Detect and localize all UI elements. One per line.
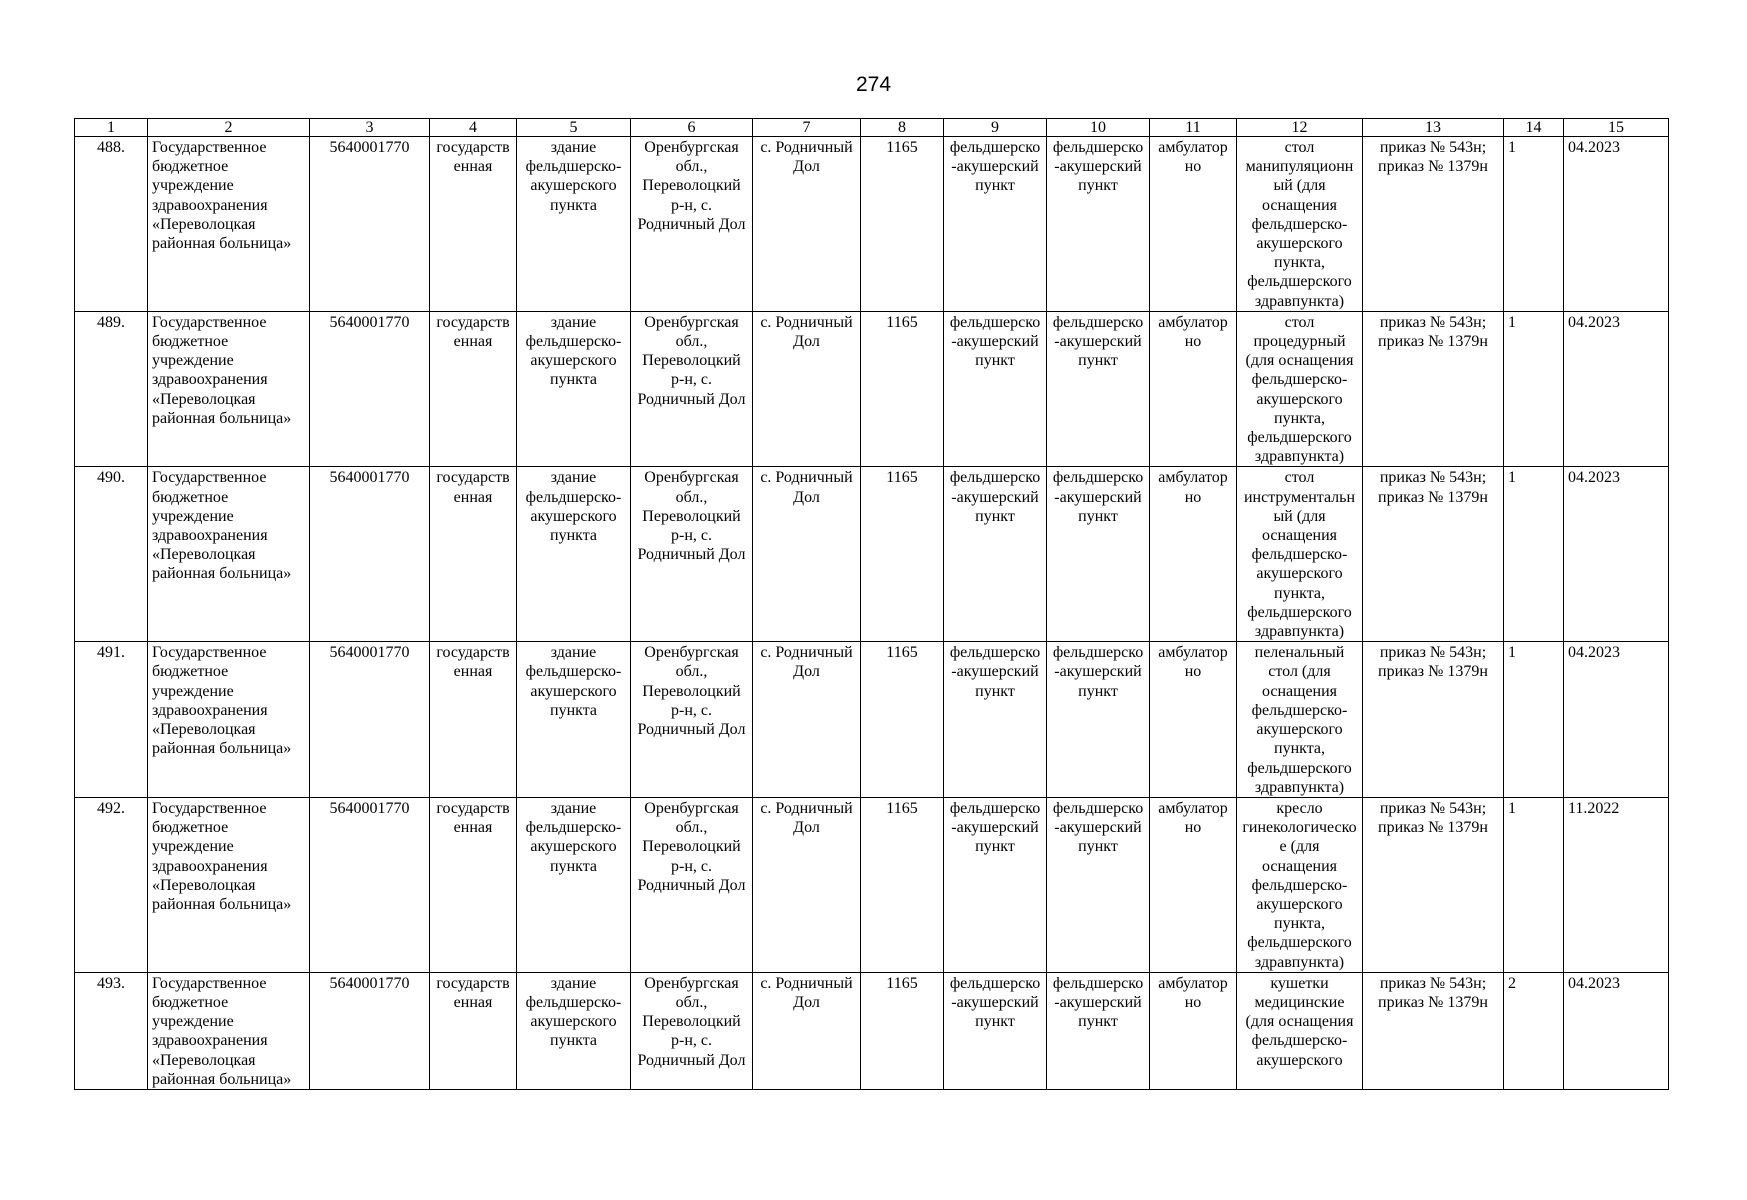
- address-cell: Оренбургская обл., Переволоцкий р-н, с. Родничный Дол: [631, 797, 753, 972]
- column-number: 11: [1150, 119, 1237, 137]
- column-number: 10: [1047, 119, 1150, 137]
- unit-type-cell: фельдшерско-акушерский пункт: [944, 137, 1047, 312]
- equipment-cell: пеленальный стол (для оснащения фельдшерско-акушерского пункта, фельдшерского здравпункта): [1237, 642, 1363, 798]
- building-cell: здание фельдшерско-акушерского пункта: [517, 467, 631, 642]
- order-cell: приказ № 543н; приказ № 1379н: [1363, 311, 1504, 467]
- ownership-cell: государственная: [430, 972, 517, 1089]
- settlement-cell: с. Родничный Дол: [753, 311, 861, 467]
- unit-type-cell: фельдшерско-акушерский пункт: [944, 972, 1047, 1089]
- ownership-cell: государственная: [430, 797, 517, 972]
- column-number: 12: [1237, 119, 1363, 137]
- table-row: [75, 137, 1669, 312]
- date-cell: 04.2023: [1564, 467, 1669, 642]
- unit-type-cell: фельдшерско-акушерский пункт: [944, 797, 1047, 972]
- code-cell: 1165: [861, 467, 944, 642]
- inn-cell: 5640001770: [310, 311, 430, 467]
- column-number: 14: [1504, 119, 1564, 137]
- settlement-cell: с. Родничный Дол: [753, 972, 861, 1089]
- column-number-row: [75, 119, 1669, 137]
- date-cell: 04.2023: [1564, 311, 1669, 467]
- column-number: 13: [1363, 119, 1504, 137]
- column-number: 3: [310, 119, 430, 137]
- quantity-cell: 1: [1504, 311, 1564, 467]
- care-form-cell: амбулаторно: [1150, 797, 1237, 972]
- address-cell: Оренбургская обл., Переволоцкий р-н, с. Родничный Дол: [631, 467, 753, 642]
- date-cell: 04.2023: [1564, 137, 1669, 312]
- inn-cell: 5640001770: [310, 797, 430, 972]
- row-number-cell: 492.: [75, 797, 148, 972]
- settlement-cell: с. Родничный Дол: [753, 467, 861, 642]
- column-number: 4: [430, 119, 517, 137]
- code-cell: 1165: [861, 137, 944, 312]
- column-number: 7: [753, 119, 861, 137]
- ownership-cell: государственная: [430, 642, 517, 798]
- column-number: 8: [861, 119, 944, 137]
- ownership-cell: государственная: [430, 467, 517, 642]
- registry-table: [74, 118, 1669, 1090]
- code-cell: 1165: [861, 972, 944, 1089]
- settlement-cell: с. Родничный Дол: [753, 797, 861, 972]
- table-row: [75, 311, 1669, 467]
- settlement-cell: с. Родничный Дол: [753, 642, 861, 798]
- care-form-cell: амбулаторно: [1150, 972, 1237, 1089]
- row-number-cell: 493.: [75, 972, 148, 1089]
- code-cell: 1165: [861, 642, 944, 798]
- code-cell: 1165: [861, 797, 944, 972]
- quantity-cell: 1: [1504, 642, 1564, 798]
- building-cell: здание фельдшерско-акушерского пункта: [517, 311, 631, 467]
- table-row: [75, 467, 1669, 642]
- care-form-cell: амбулаторно: [1150, 311, 1237, 467]
- order-cell: приказ № 543н; приказ № 1379н: [1363, 642, 1504, 798]
- row-number-cell: 490.: [75, 467, 148, 642]
- building-cell: здание фельдшерско-акушерского пункта: [517, 797, 631, 972]
- column-number: 5: [517, 119, 631, 137]
- inn-cell: 5640001770: [310, 642, 430, 798]
- unit-subtype-cell: фельдшерско-акушерский пункт: [1047, 311, 1150, 467]
- unit-type-cell: фельдшерско-акушерский пункт: [944, 311, 1047, 467]
- row-number-cell: 488.: [75, 137, 148, 312]
- address-cell: Оренбургская обл., Переволоцкий р-н, с. Родничный Дол: [631, 311, 753, 467]
- settlement-cell: с. Родничный Дол: [753, 137, 861, 312]
- order-cell: приказ № 543н; приказ № 1379н: [1363, 467, 1504, 642]
- quantity-cell: 2: [1504, 972, 1564, 1089]
- quantity-cell: 1: [1504, 137, 1564, 312]
- care-form-cell: амбулаторно: [1150, 467, 1237, 642]
- address-cell: Оренбургская обл., Переволоцкий р-н, с. Родничный Дол: [631, 137, 753, 312]
- institution-cell: Государственное бюджетное учреждение здравоохранения «Переволоцкая районная больница»: [148, 311, 310, 467]
- building-cell: здание фельдшерско-акушерского пункта: [517, 642, 631, 798]
- unit-subtype-cell: фельдшерско-акушерский пункт: [1047, 972, 1150, 1089]
- ownership-cell: государственная: [430, 311, 517, 467]
- date-cell: 04.2023: [1564, 972, 1669, 1089]
- address-cell: Оренбургская обл., Переволоцкий р-н, с. Родничный Дол: [631, 642, 753, 798]
- institution-cell: Государственное бюджетное учреждение здравоохранения «Переволоцкая районная больница»: [148, 972, 310, 1089]
- column-number: 9: [944, 119, 1047, 137]
- institution-cell: Государственное бюджетное учреждение здравоохранения «Переволоцкая районная больница»: [148, 137, 310, 312]
- equipment-cell: стол процедурный (для оснащения фельдшерско-акушерского пункта, фельдшерского здравпункта): [1237, 311, 1363, 467]
- equipment-cell: стол инструментальный (для оснащения фельдшерско-акушерского пункта, фельдшерского здравпункта): [1237, 467, 1363, 642]
- ownership-cell: государственная: [430, 137, 517, 312]
- inn-cell: 5640001770: [310, 137, 430, 312]
- unit-subtype-cell: фельдшерско-акушерский пункт: [1047, 137, 1150, 312]
- address-cell: Оренбургская обл., Переволоцкий р-н, с. Родничный Дол: [631, 972, 753, 1089]
- quantity-cell: 1: [1504, 467, 1564, 642]
- equipment-cell: кушетки медицинские (для оснащения фельдшерско-акушерского: [1237, 972, 1363, 1089]
- building-cell: здание фельдшерско-акушерского пункта: [517, 137, 631, 312]
- column-number: 6: [631, 119, 753, 137]
- column-number: 15: [1564, 119, 1669, 137]
- inn-cell: 5640001770: [310, 467, 430, 642]
- date-cell: 11.2022: [1564, 797, 1669, 972]
- row-number-cell: 489.: [75, 311, 148, 467]
- column-number: 2: [148, 119, 310, 137]
- equipment-cell: стол манипуляционный (для оснащения фельдшерско-акушерского пункта, фельдшерского здравпункта): [1237, 137, 1363, 312]
- care-form-cell: амбулаторно: [1150, 137, 1237, 312]
- order-cell: приказ № 543н; приказ № 1379н: [1363, 972, 1504, 1089]
- unit-type-cell: фельдшерско-акушерский пункт: [944, 467, 1047, 642]
- page-number: 274: [855, 73, 892, 96]
- row-number-cell: 491.: [75, 642, 148, 798]
- quantity-cell: 1: [1504, 797, 1564, 972]
- unit-subtype-cell: фельдшерско-акушерский пункт: [1047, 797, 1150, 972]
- institution-cell: Государственное бюджетное учреждение здравоохранения «Переволоцкая районная больница»: [148, 467, 310, 642]
- institution-cell: Государственное бюджетное учреждение здравоохранения «Переволоцкая районная больница»: [148, 642, 310, 798]
- table-row: [75, 797, 1669, 972]
- unit-type-cell: фельдшерско-акушерский пункт: [944, 642, 1047, 798]
- institution-cell: Государственное бюджетное учреждение здравоохранения «Переволоцкая районная больница»: [148, 797, 310, 972]
- building-cell: здание фельдшерско-акушерского пункта: [517, 972, 631, 1089]
- unit-subtype-cell: фельдшерско-акушерский пункт: [1047, 467, 1150, 642]
- table-row: [75, 642, 1669, 798]
- date-cell: 04.2023: [1564, 642, 1669, 798]
- order-cell: приказ № 543н; приказ № 1379н: [1363, 797, 1504, 972]
- order-cell: приказ № 543н; приказ № 1379н: [1363, 137, 1504, 312]
- equipment-cell: кресло гинекологическое (для оснащения фельдшерско-акушерского пункта, фельдшерского здравпункта): [1237, 797, 1363, 972]
- inn-cell: 5640001770: [310, 972, 430, 1089]
- unit-subtype-cell: фельдшерско-акушерский пункт: [1047, 642, 1150, 798]
- column-number: 1: [75, 119, 148, 137]
- table-row: [75, 972, 1669, 1089]
- care-form-cell: амбулаторно: [1150, 642, 1237, 798]
- code-cell: 1165: [861, 311, 944, 467]
